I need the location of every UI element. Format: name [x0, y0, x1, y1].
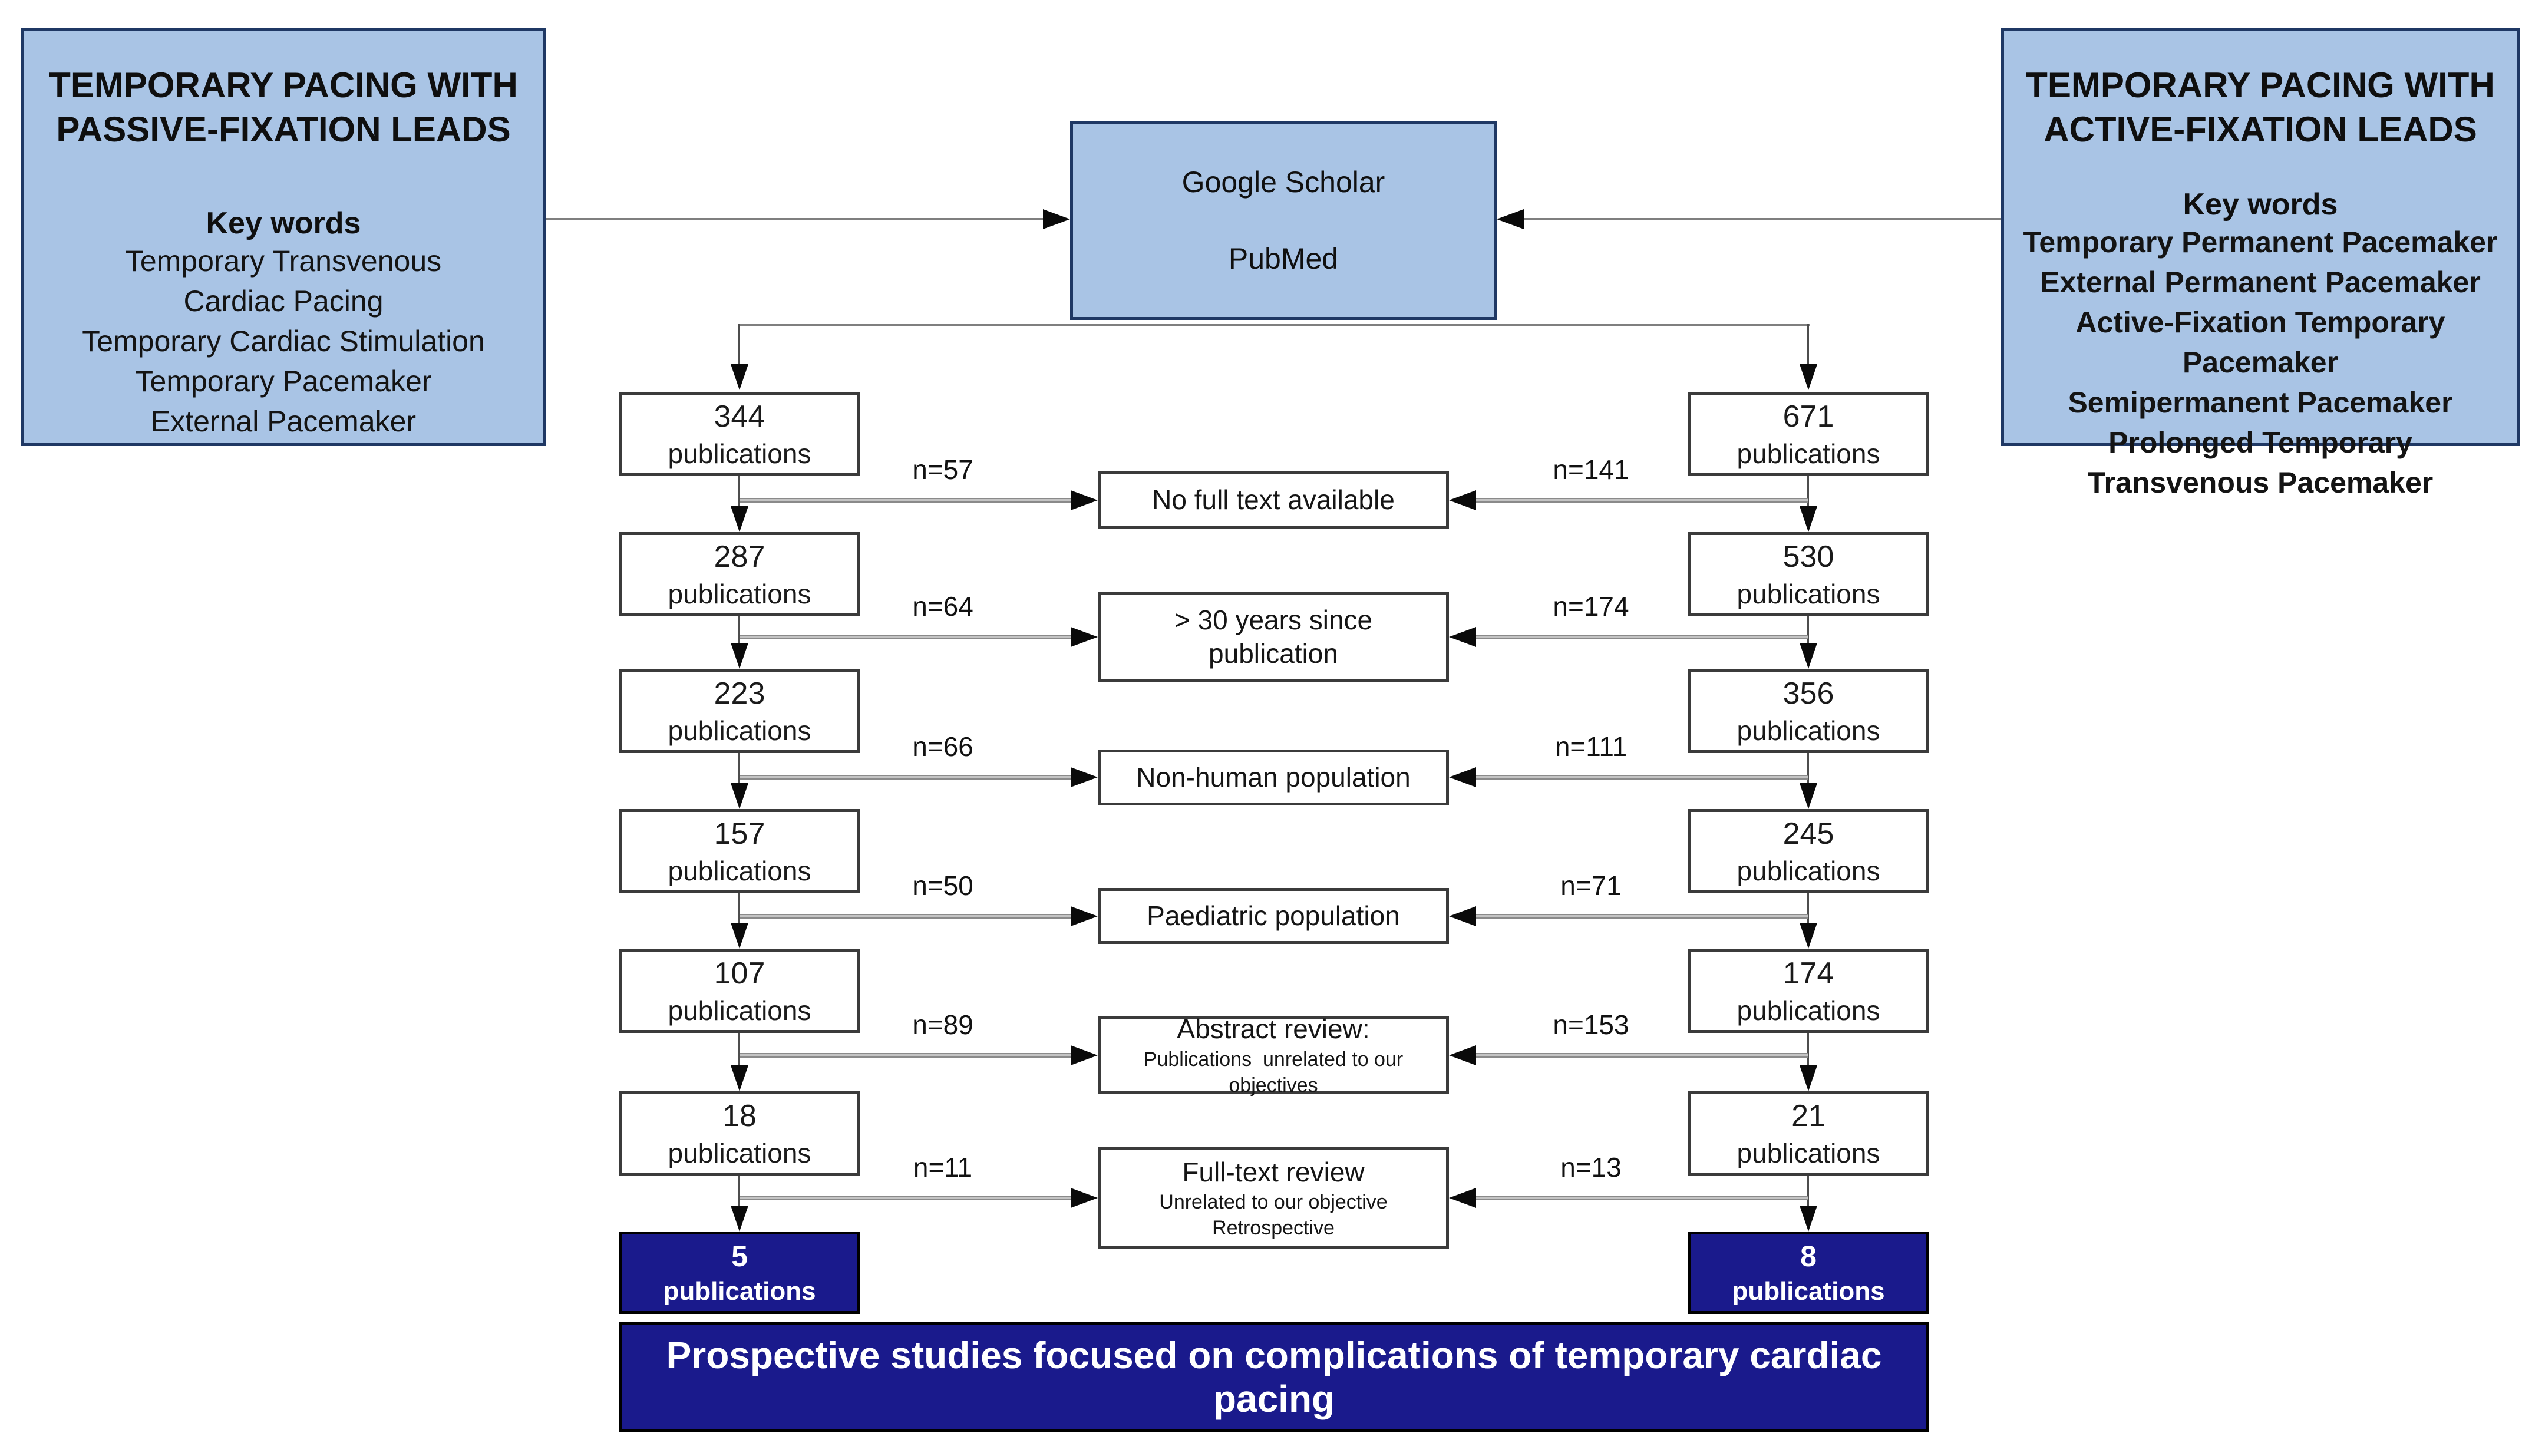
- keyword-item: Temporary Transvenous: [125, 245, 442, 278]
- exclusion-label: > 30 years since publication: [1174, 604, 1373, 669]
- down-arrowhead-icon: [731, 923, 748, 949]
- exclusion-box-30-years: [1098, 592, 1449, 682]
- exclusion-box-no-full-text: [1098, 471, 1449, 529]
- down-arrowhead-icon: [731, 1065, 748, 1091]
- count-value: 21: [1791, 1098, 1825, 1133]
- excluded-n-right: n=141: [1553, 454, 1629, 485]
- count-unit: publications: [668, 578, 811, 609]
- count-value: 157: [714, 816, 765, 851]
- down-arrowhead-icon: [731, 643, 748, 669]
- left-count-box-2: [619, 532, 860, 616]
- connector-line: [738, 1176, 740, 1207]
- count-unit: publications: [663, 1277, 816, 1306]
- excluded-n-left: n=64: [912, 591, 973, 622]
- exclusion-label: Abstract review:: [1177, 1013, 1370, 1045]
- source-pubmed: PubMed: [1228, 242, 1339, 275]
- excluded-n-right: n=153: [1553, 1009, 1629, 1040]
- count-unit: publications: [1737, 1137, 1880, 1168]
- connector-line: [738, 1033, 740, 1067]
- connector-line: [546, 218, 1045, 220]
- count-value: 287: [714, 539, 765, 574]
- exclusion-box-paediatric: [1098, 888, 1449, 944]
- right-count-box-5: [1688, 949, 1929, 1033]
- excluded-n-right: n=71: [1560, 870, 1622, 901]
- count-value: 245: [1782, 816, 1834, 851]
- branch-line: [1476, 1053, 1808, 1058]
- down-arrowhead-icon: [731, 783, 748, 809]
- down-arrowhead-icon: [731, 364, 748, 390]
- branch-line: [740, 635, 1071, 639]
- exclusion-label: Paediatric population: [1147, 900, 1400, 931]
- keyword-item: External Pacemaker: [150, 405, 417, 438]
- branch-line: [740, 1053, 1071, 1058]
- exclusion-label: Non-human population: [1136, 761, 1411, 793]
- left-count-box-6: [619, 1091, 860, 1176]
- count-unit: publications: [1737, 855, 1880, 886]
- exclusion-box-full-text-review: [1098, 1147, 1449, 1249]
- connector-line: [1524, 218, 2001, 220]
- branch-line: [1476, 1196, 1808, 1200]
- connector-line: [1807, 1176, 1809, 1207]
- count-value: 8: [1800, 1240, 1817, 1273]
- count-value: 223: [714, 676, 765, 711]
- connector-line: [738, 616, 740, 644]
- right-arrowhead-icon: [1071, 1045, 1098, 1065]
- left-arrowhead-icon: [1449, 1188, 1476, 1208]
- keyword-item: Active-Fixation Temporary Pacemaker: [2075, 306, 2445, 379]
- right-arrowhead-icon: [1071, 490, 1098, 510]
- passive-panel-title: TEMPORARY PACING WITH PASSIVE-FIXATION LEADS: [49, 65, 518, 149]
- exclusion-box-non-human: [1098, 750, 1449, 805]
- connector-line: [738, 893, 740, 924]
- active-fixation-panel: [2001, 28, 2520, 499]
- exclusion-sublabel: Unrelated to our objective: [1159, 1191, 1388, 1214]
- down-arrowhead-icon: [1800, 643, 1817, 669]
- exclusion-sublabel: Publications unrelated to our objectives: [1143, 1048, 1409, 1097]
- right-arrowhead-icon: [1071, 627, 1098, 647]
- down-arrowhead-icon: [1800, 923, 1817, 949]
- left-arrowhead-icon: [1497, 209, 1524, 229]
- count-value: 356: [1782, 676, 1834, 711]
- left-count-box-1: [619, 392, 860, 476]
- down-arrowhead-icon: [1800, 364, 1817, 390]
- count-unit: publications: [1737, 438, 1880, 469]
- connector-line: [1807, 616, 1809, 644]
- count-unit: publications: [1732, 1277, 1885, 1306]
- keywords-heading: Key words: [206, 206, 361, 240]
- count-unit: publications: [668, 1137, 811, 1168]
- count-unit: publications: [1737, 715, 1880, 746]
- down-arrowhead-icon: [731, 1206, 748, 1232]
- count-unit: publications: [668, 855, 811, 886]
- excluded-n-right: n=174: [1553, 591, 1629, 622]
- connector-line: [1807, 753, 1809, 784]
- keyword-item: Cardiac Pacing: [183, 285, 384, 318]
- conclusion-banner: [619, 1322, 1929, 1432]
- split-line: [739, 324, 1810, 326]
- count-unit: publications: [1737, 995, 1880, 1026]
- connector-line: [1807, 324, 1809, 364]
- right-count-box-2: [1688, 532, 1929, 616]
- keyword-item: Temporary Pacemaker: [135, 365, 432, 398]
- left-arrowhead-icon: [1449, 906, 1476, 926]
- left-arrowhead-icon: [1449, 627, 1476, 647]
- count-value: 174: [1782, 956, 1834, 991]
- right-count-box-6: [1688, 1091, 1929, 1176]
- keyword-item: External Permanent Pacemaker: [2040, 266, 2481, 299]
- connector-line: [738, 753, 740, 784]
- branch-line: [740, 775, 1071, 780]
- count-unit: publications: [668, 715, 811, 746]
- excluded-n-right: n=13: [1560, 1152, 1622, 1183]
- down-arrowhead-icon: [1800, 506, 1817, 532]
- left-arrowhead-icon: [1449, 767, 1476, 787]
- excluded-n-left: n=50: [912, 870, 973, 901]
- excluded-n-left: n=66: [912, 731, 973, 762]
- excluded-n-right: n=111: [1554, 731, 1628, 762]
- connector-line: [1807, 893, 1809, 924]
- keywords-heading: Key words: [2183, 187, 2338, 222]
- right-arrowhead-icon: [1071, 906, 1098, 926]
- count-value: 18: [722, 1098, 757, 1133]
- right-count-box-1: [1688, 392, 1929, 476]
- source-google-scholar: Google Scholar: [1181, 166, 1385, 199]
- branch-line: [1476, 914, 1808, 919]
- left-count-box-3: [619, 669, 860, 753]
- left-arrowhead-icon: [1449, 1045, 1476, 1065]
- active-panel-title: TEMPORARY PACING WITH ACTIVE-FIXATION LEADS: [2026, 65, 2495, 149]
- search-sources-box: [1070, 121, 1497, 320]
- right-arrowhead-icon: [1043, 209, 1070, 229]
- connector-line: [738, 324, 740, 364]
- branch-line: [1476, 775, 1808, 780]
- count-value: 5: [731, 1240, 748, 1273]
- branch-line: [1476, 498, 1808, 503]
- down-arrowhead-icon: [1800, 783, 1817, 809]
- exclusion-label: No full text available: [1152, 484, 1395, 515]
- connector-line: [1807, 1033, 1809, 1067]
- count-value: 344: [714, 399, 765, 434]
- down-arrowhead-icon: [1800, 1206, 1817, 1232]
- keyword-item: Prolonged Temporary Transvenous Pacemaker: [2087, 426, 2434, 499]
- exclusion-sublabel: Retrospective: [1212, 1217, 1335, 1240]
- keyword-item: Semipermanent Pacemaker: [2068, 386, 2453, 419]
- count-unit: publications: [668, 995, 811, 1026]
- right-final-count-box: [1688, 1232, 1929, 1314]
- right-count-box-4: [1688, 809, 1929, 893]
- count-unit: publications: [668, 438, 811, 469]
- left-arrowhead-icon: [1449, 490, 1476, 510]
- count-value: 530: [1782, 539, 1834, 574]
- left-count-box-4: [619, 809, 860, 893]
- left-count-box-5: [619, 949, 860, 1033]
- branch-line: [740, 1196, 1071, 1200]
- left-final-count-box: [619, 1232, 860, 1314]
- count-unit: publications: [1737, 578, 1880, 609]
- keyword-item: Temporary Cardiac Stimulation: [82, 325, 485, 358]
- branch-line: [1476, 635, 1808, 639]
- excluded-n-left: n=11: [913, 1152, 973, 1183]
- count-value: 107: [714, 956, 765, 991]
- excluded-n-left: n=89: [912, 1009, 973, 1040]
- conclusion-label: Prospective studies focused on complications of temporary cardiac pacing: [666, 1333, 1882, 1420]
- excluded-n-left: n=57: [912, 454, 973, 485]
- down-arrowhead-icon: [1800, 1065, 1817, 1091]
- down-arrowhead-icon: [731, 506, 748, 532]
- branch-line: [740, 498, 1071, 503]
- count-value: 671: [1782, 399, 1834, 434]
- exclusion-box-abstract-review: [1098, 1013, 1449, 1097]
- branch-line: [740, 914, 1071, 919]
- right-count-box-3: [1688, 669, 1929, 753]
- passive-fixation-panel: [21, 28, 546, 446]
- right-arrowhead-icon: [1071, 1188, 1098, 1208]
- exclusion-label: Full-text review: [1182, 1156, 1365, 1187]
- keyword-item: Temporary Permanent Pacemaker: [2023, 226, 2498, 259]
- right-arrowhead-icon: [1071, 767, 1098, 787]
